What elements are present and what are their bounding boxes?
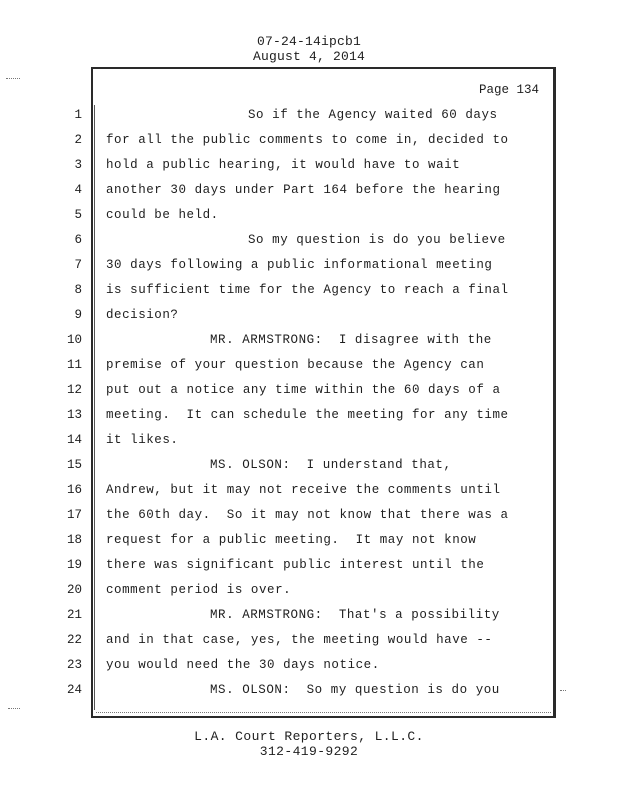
line-text: MR. ARMSTRONG: That's a possibility	[210, 608, 500, 622]
margin-rule	[94, 105, 95, 710]
line-number: 23	[66, 658, 82, 672]
line-number: 1	[74, 108, 82, 122]
line-number: 24	[66, 683, 82, 697]
line-text: premise of your question because the Agency can	[106, 358, 485, 372]
line-number: 16	[66, 483, 82, 497]
line-text: another 30 days under Part 164 before the hearing	[106, 183, 501, 197]
line-text: there was significant public interest until the	[106, 558, 485, 572]
line-number: 17	[66, 508, 82, 522]
scan-speck	[6, 78, 20, 79]
line-number: 15	[66, 458, 82, 472]
line-text: it likes.	[106, 433, 179, 447]
page-number: Page 134	[478, 83, 539, 97]
line-text: is sufficient time for the Agency to reach a final	[106, 283, 509, 297]
line-text: could be held.	[106, 208, 219, 222]
line-number: 13	[66, 408, 82, 422]
line-number: 10	[66, 333, 82, 347]
line-number: 12	[66, 383, 82, 397]
line-number: 2	[74, 133, 82, 147]
line-text: request for a public meeting. It may not know	[106, 533, 477, 547]
document-code: 07-24-14ipcb1	[256, 34, 362, 49]
line-number: 20	[66, 583, 82, 597]
line-number: 4	[74, 183, 82, 197]
line-number: 14	[66, 433, 82, 447]
line-text: 30 days following a public informational meeting	[106, 258, 493, 272]
line-number: 3	[74, 158, 82, 172]
line-number: 22	[66, 633, 82, 647]
court-reporter-name: L.A. Court Reporters, L.L.C.	[194, 729, 424, 744]
line-number: 9	[74, 308, 82, 322]
line-text: decision?	[106, 308, 179, 322]
line-text: and in that case, yes, the meeting would have --	[106, 633, 493, 647]
line-text: put out a notice any time within the 60 days of a	[106, 383, 501, 397]
court-reporter-phone: 312-419-9292	[259, 744, 359, 759]
line-text: hold a public hearing, it would have to wait	[106, 158, 461, 172]
line-number: 21	[66, 608, 82, 622]
line-number: 5	[74, 208, 82, 222]
scan-dotted-rule	[96, 712, 551, 713]
line-text: MR. ARMSTRONG: I disagree with the	[210, 333, 492, 347]
line-number: 19	[66, 558, 82, 572]
line-text: MS. OLSON: So my question is do you	[210, 683, 500, 697]
scan-speck	[560, 690, 566, 691]
line-text: comment period is over.	[106, 583, 292, 597]
line-number: 7	[74, 258, 82, 272]
line-text: meeting. It can schedule the meeting for any time	[106, 408, 509, 422]
line-number: 11	[66, 358, 82, 372]
line-text: the 60th day. So it may not know that there was a	[106, 508, 509, 522]
line-text: Andrew, but it may not receive the comments until	[106, 483, 501, 497]
line-text: you would need the 30 days notice.	[106, 658, 380, 672]
line-number: 8	[74, 283, 82, 297]
scan-speck	[8, 708, 20, 709]
line-text: So my question is do you believe	[248, 233, 506, 247]
line-number: 18	[66, 533, 82, 547]
line-number: 6	[74, 233, 82, 247]
line-text: for all the public comments to come in, decided to	[106, 133, 509, 147]
transcript-date: August 4, 2014	[252, 49, 366, 64]
line-text: So if the Agency waited 60 days	[248, 108, 498, 122]
line-text: MS. OLSON: I understand that,	[210, 458, 452, 472]
